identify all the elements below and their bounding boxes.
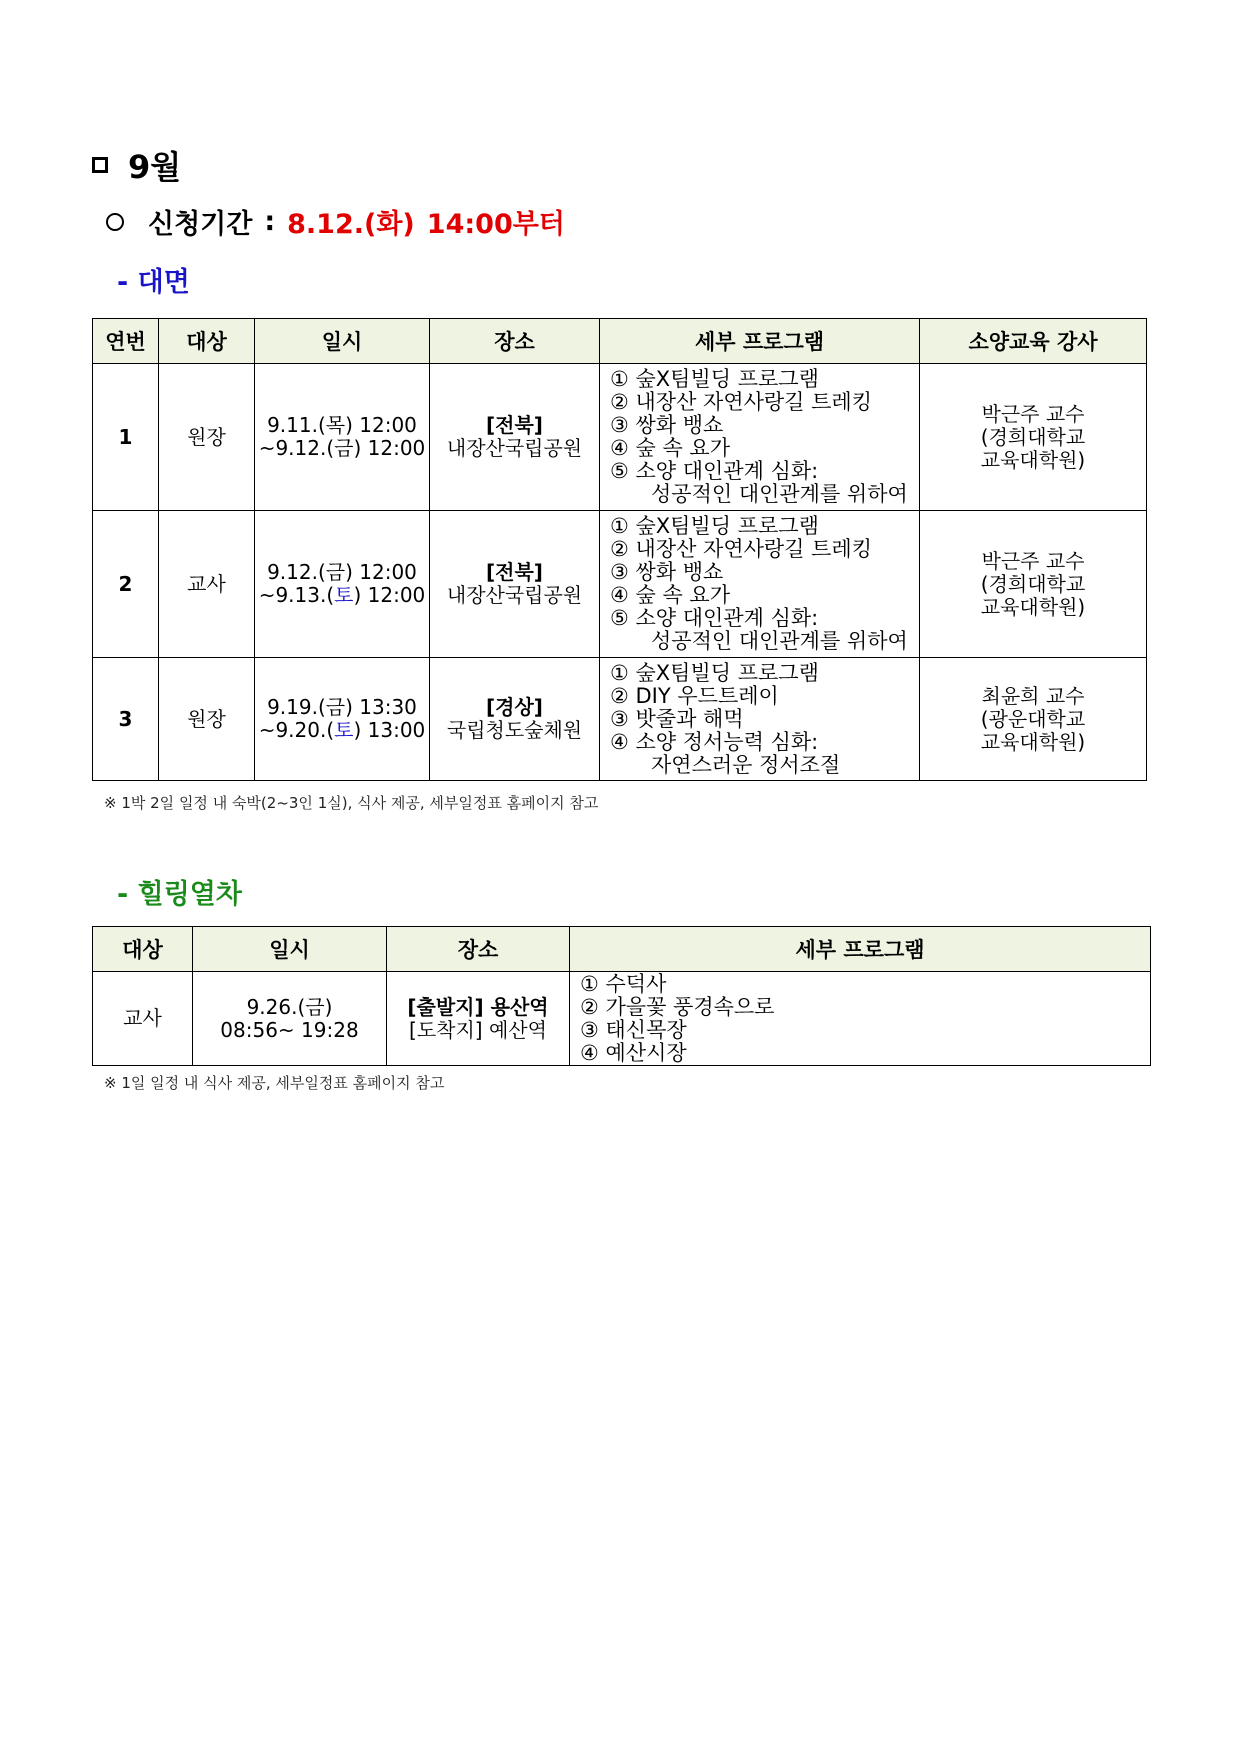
- table-row: [93, 658, 1147, 781]
- row-program: ① 숲X팀빌딩 프로그램 ② DIY 우드트레이 ③ 밧줄과 해먹 ④ 소양 정서능력 심화: 자연스러운 정서조절: [600, 658, 920, 781]
- healing-train-table: [92, 926, 1151, 1066]
- header-cell: 일시: [255, 319, 430, 364]
- section-title-healing-train: - 힐링열차: [117, 879, 242, 910]
- row-program: ① 수덕사 ② 가을꽃 풍경속으로 ③ 태신목장 ④ 예산시장: [570, 972, 1151, 1066]
- row-place: [경상] 국립청도숲체원: [430, 658, 600, 781]
- row-place: [전북] 내장산국립공원: [430, 364, 600, 511]
- table-header-row: [93, 319, 1147, 364]
- table-row: [93, 511, 1147, 658]
- row-date: 9.11.(목) 12:00 ~9.12.(금) 12:00: [255, 364, 430, 511]
- section1-note: ※ 1박 2일 일정 내 숙박(2~3인 1실), 식사 제공, 세부일정표 홈페이지 참고: [104, 794, 599, 812]
- header-cell: 일시: [193, 927, 387, 972]
- row-number: 3: [93, 658, 159, 781]
- header-cell: 세부 프로그램: [600, 319, 920, 364]
- period-date: 8.12.(화): [287, 209, 415, 240]
- square-bullet-icon: [92, 157, 108, 173]
- circle-bullet-icon: [106, 213, 124, 231]
- header-cell: 대상: [159, 319, 255, 364]
- header-cell: 소양교육 강사: [920, 319, 1147, 364]
- row-date: 9.19.(금) 13:30 ~9.20.(토) 13:00: [255, 658, 430, 781]
- header-cell: 세부 프로그램: [570, 927, 1151, 972]
- face-to-face-table: [92, 318, 1147, 781]
- period-separator: :: [264, 206, 276, 237]
- row-program: ① 숲X팀빌딩 프로그램 ② 내장산 자연사랑길 트레킹 ③ 쌍화 뱅쇼 ④ 숲 속 요가 ⑤ 소양 대인관계 심화: 성공적인 대인관계를 위하여: [600, 511, 920, 658]
- row-lecturer: 박근주 교수 (경희대학교 교육대학원): [920, 511, 1147, 658]
- application-period: [106, 202, 565, 241]
- row-target: 교사: [159, 511, 255, 658]
- row-target: 원장: [159, 364, 255, 511]
- period-time: 14:00부터: [426, 209, 565, 240]
- table-header-row: [93, 927, 1151, 972]
- row-lecturer: 박근주 교수 (경희대학교 교육대학원): [920, 364, 1147, 511]
- period-label: 신청기간: [148, 209, 253, 240]
- header-cell: 대상: [93, 927, 193, 972]
- header-cell: 장소: [430, 319, 600, 364]
- row-date: 9.26.(금) 08:56~ 19:28: [193, 972, 387, 1066]
- row-target: 교사: [93, 972, 193, 1066]
- month-title: 9월: [128, 148, 182, 186]
- header-cell: 연번: [93, 319, 159, 364]
- row-number: 1: [93, 364, 159, 511]
- section-title-face-to-face: - 대면: [117, 267, 190, 298]
- row-place: [출발지] 용산역 [도착지] 예산역: [387, 972, 570, 1066]
- month-heading: [92, 142, 181, 188]
- table-row: [93, 972, 1151, 1066]
- row-target: 원장: [159, 658, 255, 781]
- table-row: [93, 364, 1147, 511]
- section2-note: ※ 1일 일정 내 식사 제공, 세부일정표 홈페이지 참고: [104, 1074, 445, 1092]
- row-place: [전북] 내장산국립공원: [430, 511, 600, 658]
- row-program: ① 숲X팀빌딩 프로그램 ② 내장산 자연사랑길 트레킹 ③ 쌍화 뱅쇼 ④ 숲 속 요가 ⑤ 소양 대인관계 심화: 성공적인 대인관계를 위하여: [600, 364, 920, 511]
- row-lecturer: 최윤희 교수 (광운대학교 교육대학원): [920, 658, 1147, 781]
- row-number: 2: [93, 511, 159, 658]
- header-cell: 장소: [387, 927, 570, 972]
- row-date: 9.12.(금) 12:00 ~9.13.(토) 12:00: [255, 511, 430, 658]
